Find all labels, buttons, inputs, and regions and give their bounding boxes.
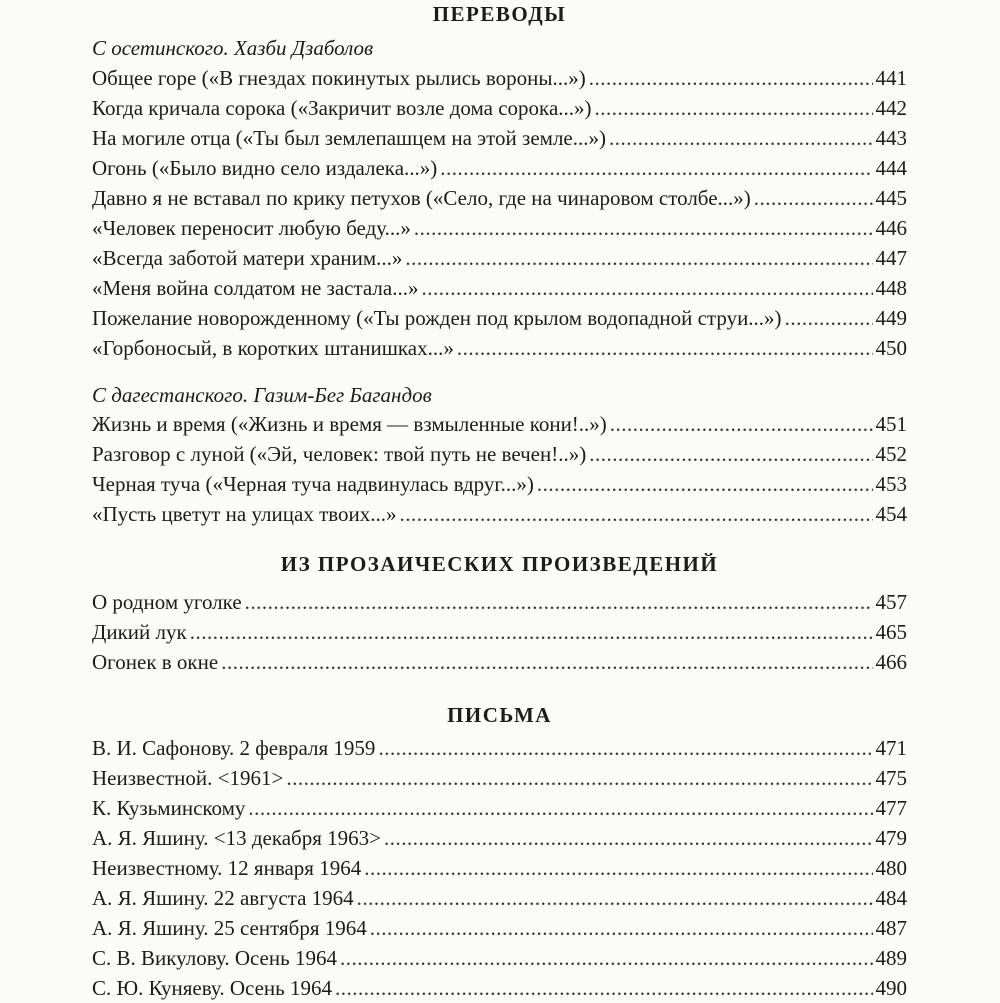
- dot-leader: [754, 183, 873, 213]
- toc-entry: [92, 763, 907, 793]
- toc-entry-page: 447: [875, 246, 907, 270]
- dot-leader: [785, 303, 873, 333]
- toc-entry-page: 442: [875, 96, 907, 120]
- toc-entry-title: А. Я. Яшину. <13 декабря 1963>: [92, 826, 381, 850]
- dot-leader: [414, 213, 873, 243]
- toc-entry-page: 471: [875, 736, 907, 760]
- toc-group-ossetian: [92, 63, 907, 363]
- toc-entry: [92, 153, 907, 183]
- dot-leader: [440, 153, 872, 183]
- toc-entry: [92, 439, 907, 469]
- toc-entry-page: 489: [875, 946, 907, 970]
- toc-group-dagestan: [92, 409, 907, 529]
- toc-entry: [92, 587, 907, 617]
- toc-entry-title: «Меня война солдатом не застала...»: [92, 276, 419, 300]
- toc-entry-title: В. И. Сафонову. 2 февраля 1959: [92, 736, 376, 760]
- toc-entry: [92, 793, 907, 823]
- toc-entry-title: Неизвестному. 12 января 1964: [92, 856, 362, 880]
- toc-entry-title: С. В. Викулову. Осень 1964: [92, 946, 337, 970]
- dot-leader: [609, 123, 873, 153]
- toc-entry-title: Жизнь и время («Жизнь и время — взмыленные кони!..»): [92, 412, 607, 436]
- toc-entry-page: 454: [875, 502, 907, 526]
- dot-leader: [370, 913, 873, 943]
- dot-leader: [384, 823, 873, 853]
- toc-entry-title: С. Ю. Куняеву. Осень 1964: [92, 976, 332, 1000]
- toc-entry: [92, 913, 907, 943]
- dot-leader: [378, 733, 872, 763]
- toc-entry-page: 445: [875, 186, 907, 210]
- toc-entry-page: 457: [875, 590, 907, 614]
- dot-leader: [357, 883, 873, 913]
- toc-entry-title: «Пусть цветут на улицах твоих...»: [92, 502, 397, 526]
- toc-entry-title: На могиле отца («Ты был землепашцем на этой земле...»): [92, 126, 606, 150]
- toc-entry: [92, 183, 907, 213]
- section-heading-prose: ИЗ ПРОЗАИЧЕСКИХ ПРОИЗВЕДЕНИЙ: [280, 552, 719, 576]
- dot-leader: [340, 943, 873, 973]
- dot-leader: [537, 469, 873, 499]
- toc-entry: [92, 943, 907, 973]
- toc-entry-page: 452: [875, 442, 907, 466]
- toc-entry-title: Давно я не вставал по крику петухов («Село, где на чинаровом столбе...»): [92, 186, 751, 210]
- toc-entry-page: 451: [875, 412, 907, 436]
- dot-leader: [364, 853, 872, 883]
- toc-entry: [92, 213, 907, 243]
- toc-entry: [92, 303, 907, 333]
- dot-leader: [421, 273, 872, 303]
- toc-entry-title: Огонь («Было видно село издалека...»): [92, 156, 438, 180]
- toc-entry-page: 453: [875, 472, 907, 496]
- toc-entry-title: «Горбоносый, в коротких штанишках...»: [92, 336, 454, 360]
- subheading-dagestan: С дагестанского. Газим-Бег Багандов: [92, 383, 432, 407]
- toc-entry-page: 441: [875, 66, 907, 90]
- toc-entry-page: 475: [875, 766, 907, 790]
- dot-leader: [286, 763, 872, 793]
- toc-entry: [92, 63, 907, 93]
- toc-entry-title: А. Я. Яшину. 22 августа 1964: [92, 886, 354, 910]
- dot-leader: [457, 333, 873, 363]
- toc-entry: [92, 617, 907, 647]
- toc-entry: [92, 93, 907, 123]
- toc-entry-page: 443: [875, 126, 907, 150]
- toc-entry-title: Когда кричала сорока («Закричит возле дома сорока...»): [92, 96, 592, 120]
- dot-leader: [335, 973, 873, 1003]
- dot-leader: [221, 647, 872, 677]
- toc-entry-title: О родном уголке: [92, 590, 242, 614]
- toc-entry: [92, 647, 907, 677]
- toc-entry-page: 446: [875, 216, 907, 240]
- toc-entry-title: Общее горе («В гнездах покинутых рылись вороны...»): [92, 66, 586, 90]
- toc-entry: [92, 469, 907, 499]
- toc-entry-title: «Всегда заботой матери храним...»: [92, 246, 403, 270]
- subheading-ossetian: С осетинского. Хазби Дзаболов: [92, 36, 374, 60]
- toc-entry: [92, 409, 907, 439]
- toc-entry-title: Разговор с луной («Эй, человек: твой путь не вечен!..»): [92, 442, 587, 466]
- toc-entry: [92, 123, 907, 153]
- toc-entry-title: Неизвестной. <1961>: [92, 766, 284, 790]
- dot-leader: [190, 617, 873, 647]
- toc-entry-title: Черная туча («Черная туча надвинулась вдруг...»): [92, 472, 534, 496]
- dot-leader: [610, 409, 873, 439]
- toc-entry: [92, 883, 907, 913]
- toc-entry-title: А. Я. Яшину. 25 сентября 1964: [92, 916, 367, 940]
- toc-entry: [92, 273, 907, 303]
- toc-entry: [92, 499, 907, 529]
- toc-entry-page: 487: [875, 916, 907, 940]
- dot-leader: [248, 793, 872, 823]
- dot-leader: [589, 439, 872, 469]
- toc-entry: [92, 333, 907, 363]
- toc-entry-page: 477: [875, 796, 907, 820]
- toc-entry-page: 490: [875, 976, 907, 1000]
- section-heading-translations: ПЕРЕВОДЫ: [432, 2, 567, 26]
- dot-leader: [589, 63, 873, 93]
- toc-entry: [92, 973, 907, 1003]
- toc-entry-page: 448: [875, 276, 907, 300]
- toc-entry: [92, 823, 907, 853]
- dot-leader: [405, 243, 872, 273]
- toc-entry-title: «Человек переносит любую беду...»: [92, 216, 411, 240]
- toc-entry-title: Дикий лук: [92, 620, 187, 644]
- toc-entry: [92, 243, 907, 273]
- toc-entry-page: 480: [875, 856, 907, 880]
- toc-entry: [92, 733, 907, 763]
- toc-entry: [92, 853, 907, 883]
- toc-entry-page: 484: [875, 886, 907, 910]
- toc-entry-page: 479: [875, 826, 907, 850]
- toc-entry-page: 465: [875, 620, 907, 644]
- dot-leader: [245, 587, 873, 617]
- toc-entry-page: 450: [875, 336, 907, 360]
- toc-group-letters: [92, 733, 907, 1003]
- dot-leader: [400, 499, 873, 529]
- toc-entry-title: Огонек в окне: [92, 650, 219, 674]
- toc-entry-page: 449: [875, 306, 907, 330]
- toc-entry-page: 444: [875, 156, 907, 180]
- section-heading-letters: ПИСЬМА: [447, 703, 552, 727]
- toc-entry-page: 466: [875, 650, 907, 674]
- dot-leader: [595, 93, 873, 123]
- toc-entry-title: К. Кузьминскому: [92, 796, 246, 820]
- toc-group-prose: [92, 587, 907, 677]
- toc-entry-title: Пожелание новорожденному («Ты рожден под крылом водопадной струи...»): [92, 306, 782, 330]
